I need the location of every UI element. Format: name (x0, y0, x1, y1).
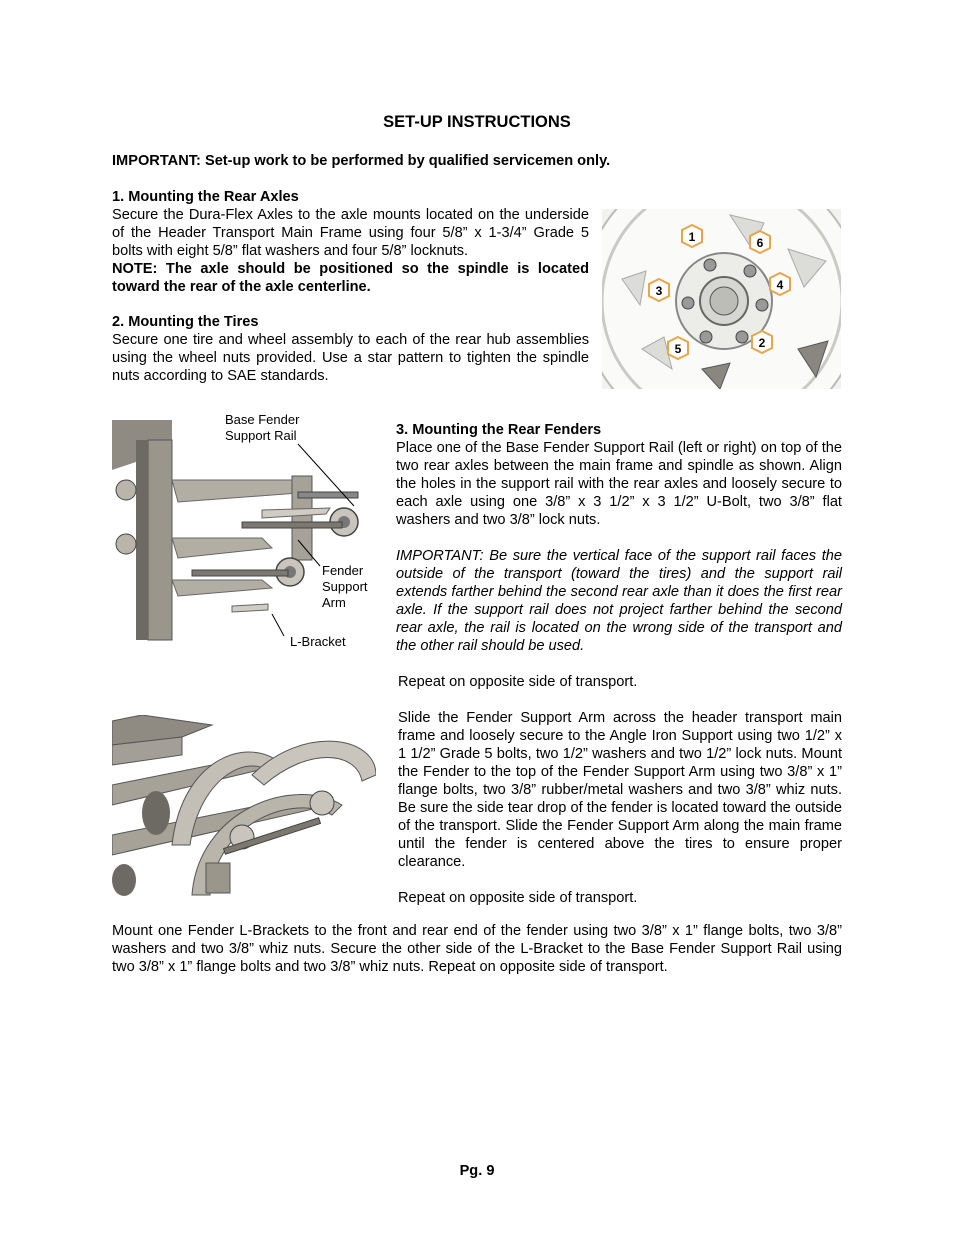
important-note: IMPORTANT: Set-up work to be performed by qualified servicemen only. (112, 153, 611, 169)
final-paragraph: Mount one Fender L-Brackets to the front and rear end of the fender using two 3/8” x 1” flange bolts, two 3/8” washers and two 3/8” whiz nuts. Secure the other side of the L-Bracket to the Base Fender Support Rail using two 3/8” x 1” flange bolts and two 3/8” whiz nuts. Repeat on opposite side of transport. (112, 923, 842, 975)
fender-figure (112, 715, 376, 896)
fender-illustration (112, 715, 376, 896)
section-rear-axles (112, 188, 589, 296)
wheel-star-pattern-figure (602, 209, 841, 389)
nut-label: 1 (688, 230, 696, 244)
repeat-note: Repeat on opposite side of transport. (398, 890, 638, 906)
label-fender-support-arm: Fender Support Arm (322, 563, 368, 610)
section-body: Secure one tire and wheel assembly to each of the rear hub assemblies using the wheel nuts provided. Use a star pattern to tighten the spindle nuts according to SAE standards. (112, 332, 589, 384)
nut-label: 4 (776, 278, 784, 292)
nut-label: 5 (674, 342, 682, 356)
support-rail-figure (112, 410, 382, 650)
frame-illustration (112, 410, 382, 650)
section-rear-fenders (396, 421, 842, 907)
nut-label: 3 (655, 284, 663, 298)
page-number: Pg. 9 (459, 1163, 495, 1179)
section-heading: 3. Mounting the Rear Fenders (396, 422, 602, 438)
section-note: NOTE: The axle should be positioned so the spindle is located toward the rear of the axle centerline. (112, 261, 589, 295)
label-base-fender-support-rail: Base Fender Support Rail (225, 412, 300, 443)
label-l-bracket: L-Bracket (290, 634, 346, 649)
section-heading: 1. Mounting the Rear Axles (112, 189, 299, 205)
section-body: Secure the Dura-Flex Axles to the axle mounts located on the underside of the Header Transport Main Frame using four 5/8” x 1-3/4” Grade 5 bolts with eight 5/8” flat washers and four 5/8” locknuts. (112, 207, 589, 259)
section-important: IMPORTANT: Be sure the vertical face of the support rail faces the outside of the transport (toward the tires) and the support rail extends farther behind the second rear axle than it does the first rear axle. If the support rail does not project farther behind the second rear axle, the rail is located on the wrong side of the transport and the other rail should be used. (396, 548, 842, 654)
repeat-note: Repeat on opposite side of transport. (398, 674, 638, 690)
nut-label: 2 (758, 336, 766, 350)
page-title: SET-UP INSTRUCTIONS (383, 113, 571, 131)
section-heading: 2. Mounting the Tires (112, 314, 259, 330)
section-tires (112, 313, 589, 385)
slide-instructions: Slide the Fender Support Arm across the header transport main frame and loosely secure to the Angle Iron Support using two 1/2” x 1 1/2” Grade 5 bolts, two 1/2” washers and two 1/2” lock nuts. Mount the Fender to the top of the Fender Support Arm using two 3/8” x 1” flange bolts, two 3/8” rubber/metal washers and two 3/8” whiz nuts. Be sure the side tear drop of the fender is located toward the outside of the transport. Slide the Fender Support Arm along the main frame until the fender is centered above the tires to ensure proper clearance. (398, 710, 842, 870)
wheel-illustration (602, 209, 841, 389)
section-body: Place one of the Base Fender Support Rail (left or right) on top of the two rear axles between the main frame and spindle as shown. Align the holes in the support rail with the rear axles and loosely secure to each axle using one 3/8” x 3 1/2” x 3 1/2” U-Bolt, two 3/8” flat washers and two 3/8” lock nuts. (396, 440, 842, 528)
nut-label: 6 (756, 236, 764, 250)
